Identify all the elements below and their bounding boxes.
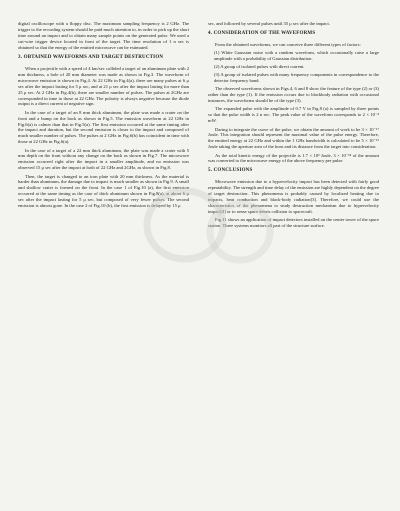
intro-paragraph-right: sec, and followed by several pulses until 35 μ sec after the impact. bbox=[208, 21, 330, 26]
section4-lead: From the obtained waveforms, we can conceive three different types of factors: bbox=[215, 41, 361, 47]
body-paragraph: When a projectile with a speed of 4 km/sec collided a target of an aluminum plate with 2 mm thickness, a hole of 20 mm diameter was made as shown in Fig.3. The waveform of microwave emission is shown in Fig.4. At 22 GHz in Fig.4(a), there are many pulses at 6 μ sec after the impact lasting for 5 μ sec, and at 21 μ sec after the impact lasting for more than 25 μ sec. At 2 GHz in Fig.4(b), there are smaller number of pulses. The pulses at 2GHz are corresponded in time to those at 22 GHz. The polarity is always negative because the diode output is a direct current of negative sign. bbox=[18, 65, 189, 107]
body-paragraph: Microwave emission due to a hypervelocity impact has been detected with fairly good repeatability. The strength and time delay of the emission are highly dependent on the degree of target destruction. This phenomena is probably caused by localized heating due to impacts, heat conduction and black-body radiation[3]. Therefore, we could use the characteristics of the phenomena to study destruction mechanism due to hypervelocity impact[4] or to sense space debris collision to spacecraft. bbox=[208, 179, 379, 215]
body-paragraph: As the total kinetic energy of the projectile is 1.7 × 10³ Joule, 3 × 10⁻¹⁸ of the amount was converted to the microwave energy of the above frequency per pulse. bbox=[208, 152, 379, 164]
body-paragraph: The expanded pulse with the amplitude of 0.7 V in Fig.8 (a) is sampled by three points so that the pulse width is 2 n sec. The peak value of the waveform corresponds to 2 × 10⁻⁴ mW. bbox=[208, 106, 379, 124]
body-paragraph: In the case of a target of an 8 mm thick aluminum, the plate was made a crater on the front and a bump on the back as shown in Fig.5. The emission waveform at 22 GHz in Fig.6(a) is calmer than that in Fig.5(a). The first emission occurred at the same timing after the impact and duration, but the second emission is closer to the impact and composed of much smaller number of pulses. The pulses at 2 GHz in Fig.6(b) has coincident in time with those at 22 GHz in Fig.6(a). bbox=[18, 109, 189, 145]
body-paragraph: Then, the target is changed to an iron plate with 20 mm thickness. As the material is harder than aluminum, the damage due to impact is much smaller as shown in Fig.9. A small and shallow crater is formed on the front. In the case 1 of Fig.10 (a), the first emission occurred at the same timing as the case of thick aluminum shown in Fig.8(a), at about 6 μ sec after the impact lasting for 5 μ sec, but composed of very fewer pulses. The second emission is almost gone. In the case 2 of Fig.10 (b), the first emission is delayed by 15 μ bbox=[18, 173, 189, 209]
section3-heading: 3. OBTAINED WAVEFORMS AND TARGET DESTRUCTION bbox=[18, 54, 164, 60]
intro-paragraph-left: digital oscilloscope with a floppy disc. The maximum sampling frequency is 2 GHz. The trigger to the recording system should be paid much attention to, in order to pick up the short time around an impact and to obtain many sample points on the generated pulse. We used a cut-wire trigger device located in front of the target. The time resolution of 1 n sec is obtained so that the energy of the emitted microwave can be estimated. bbox=[18, 21, 189, 50]
factor-item: (2) A group of isolated pulses with direct current. bbox=[214, 64, 305, 70]
section4-heading: 4. CONSIDERATION OF THE WAVEFORMS bbox=[208, 30, 316, 36]
body-paragraph: Fig.11 shows an application of impact detectors installed on the center tower of the space station. Three systems monitors all part of the structure surface. bbox=[208, 217, 380, 229]
section5-heading: 5. CONCLUSIONS bbox=[208, 168, 253, 174]
left-column bbox=[18, 21, 189, 211]
body-paragraph: Daring to integrate the curve of the pulse, we obtain the amount of work to be 3 × 10⁻¹⁷ Joule. This integration should represent the maximal value of the pulse energy. Therefore, the emitted energy at 22 GHz and within the 1 GHz bandwidth is calculated to be 5 × 10⁻¹⁵ Joule taking the aperture area of the horn and its distance from the target into consideration. bbox=[208, 126, 379, 150]
factor-item: (1) White Gaussian noise with a random waveform, which occasionally raise a large amplitude with a probability of Gaussian distribution. bbox=[214, 50, 379, 62]
body-paragraph: The observed waveforms shown in Figs.4, 6 and 8 show the feature of the type (2) or (3) rather than the type (1). If the emission occurs due to blackbody radiation with occasional instances, the waveforms should be of the type (3). bbox=[208, 86, 379, 104]
right-column bbox=[208, 21, 379, 231]
body-paragraph: In the case of a target of a 22 mm thick aluminum, the plate was made a crater with 5 mm depth on the front without any change on the back as shown in Fig.7. The microwave emission occurred right after the impact in a smaller amplitude, and no emission was observed 15 μ sec after the impact at both of 22 GHz and 2GHz, as shown in Fig.8. bbox=[18, 147, 189, 171]
factor-item: (3) A group of isolated pulses with many frequency components in correspondence to the detector frequency band. bbox=[214, 72, 379, 84]
